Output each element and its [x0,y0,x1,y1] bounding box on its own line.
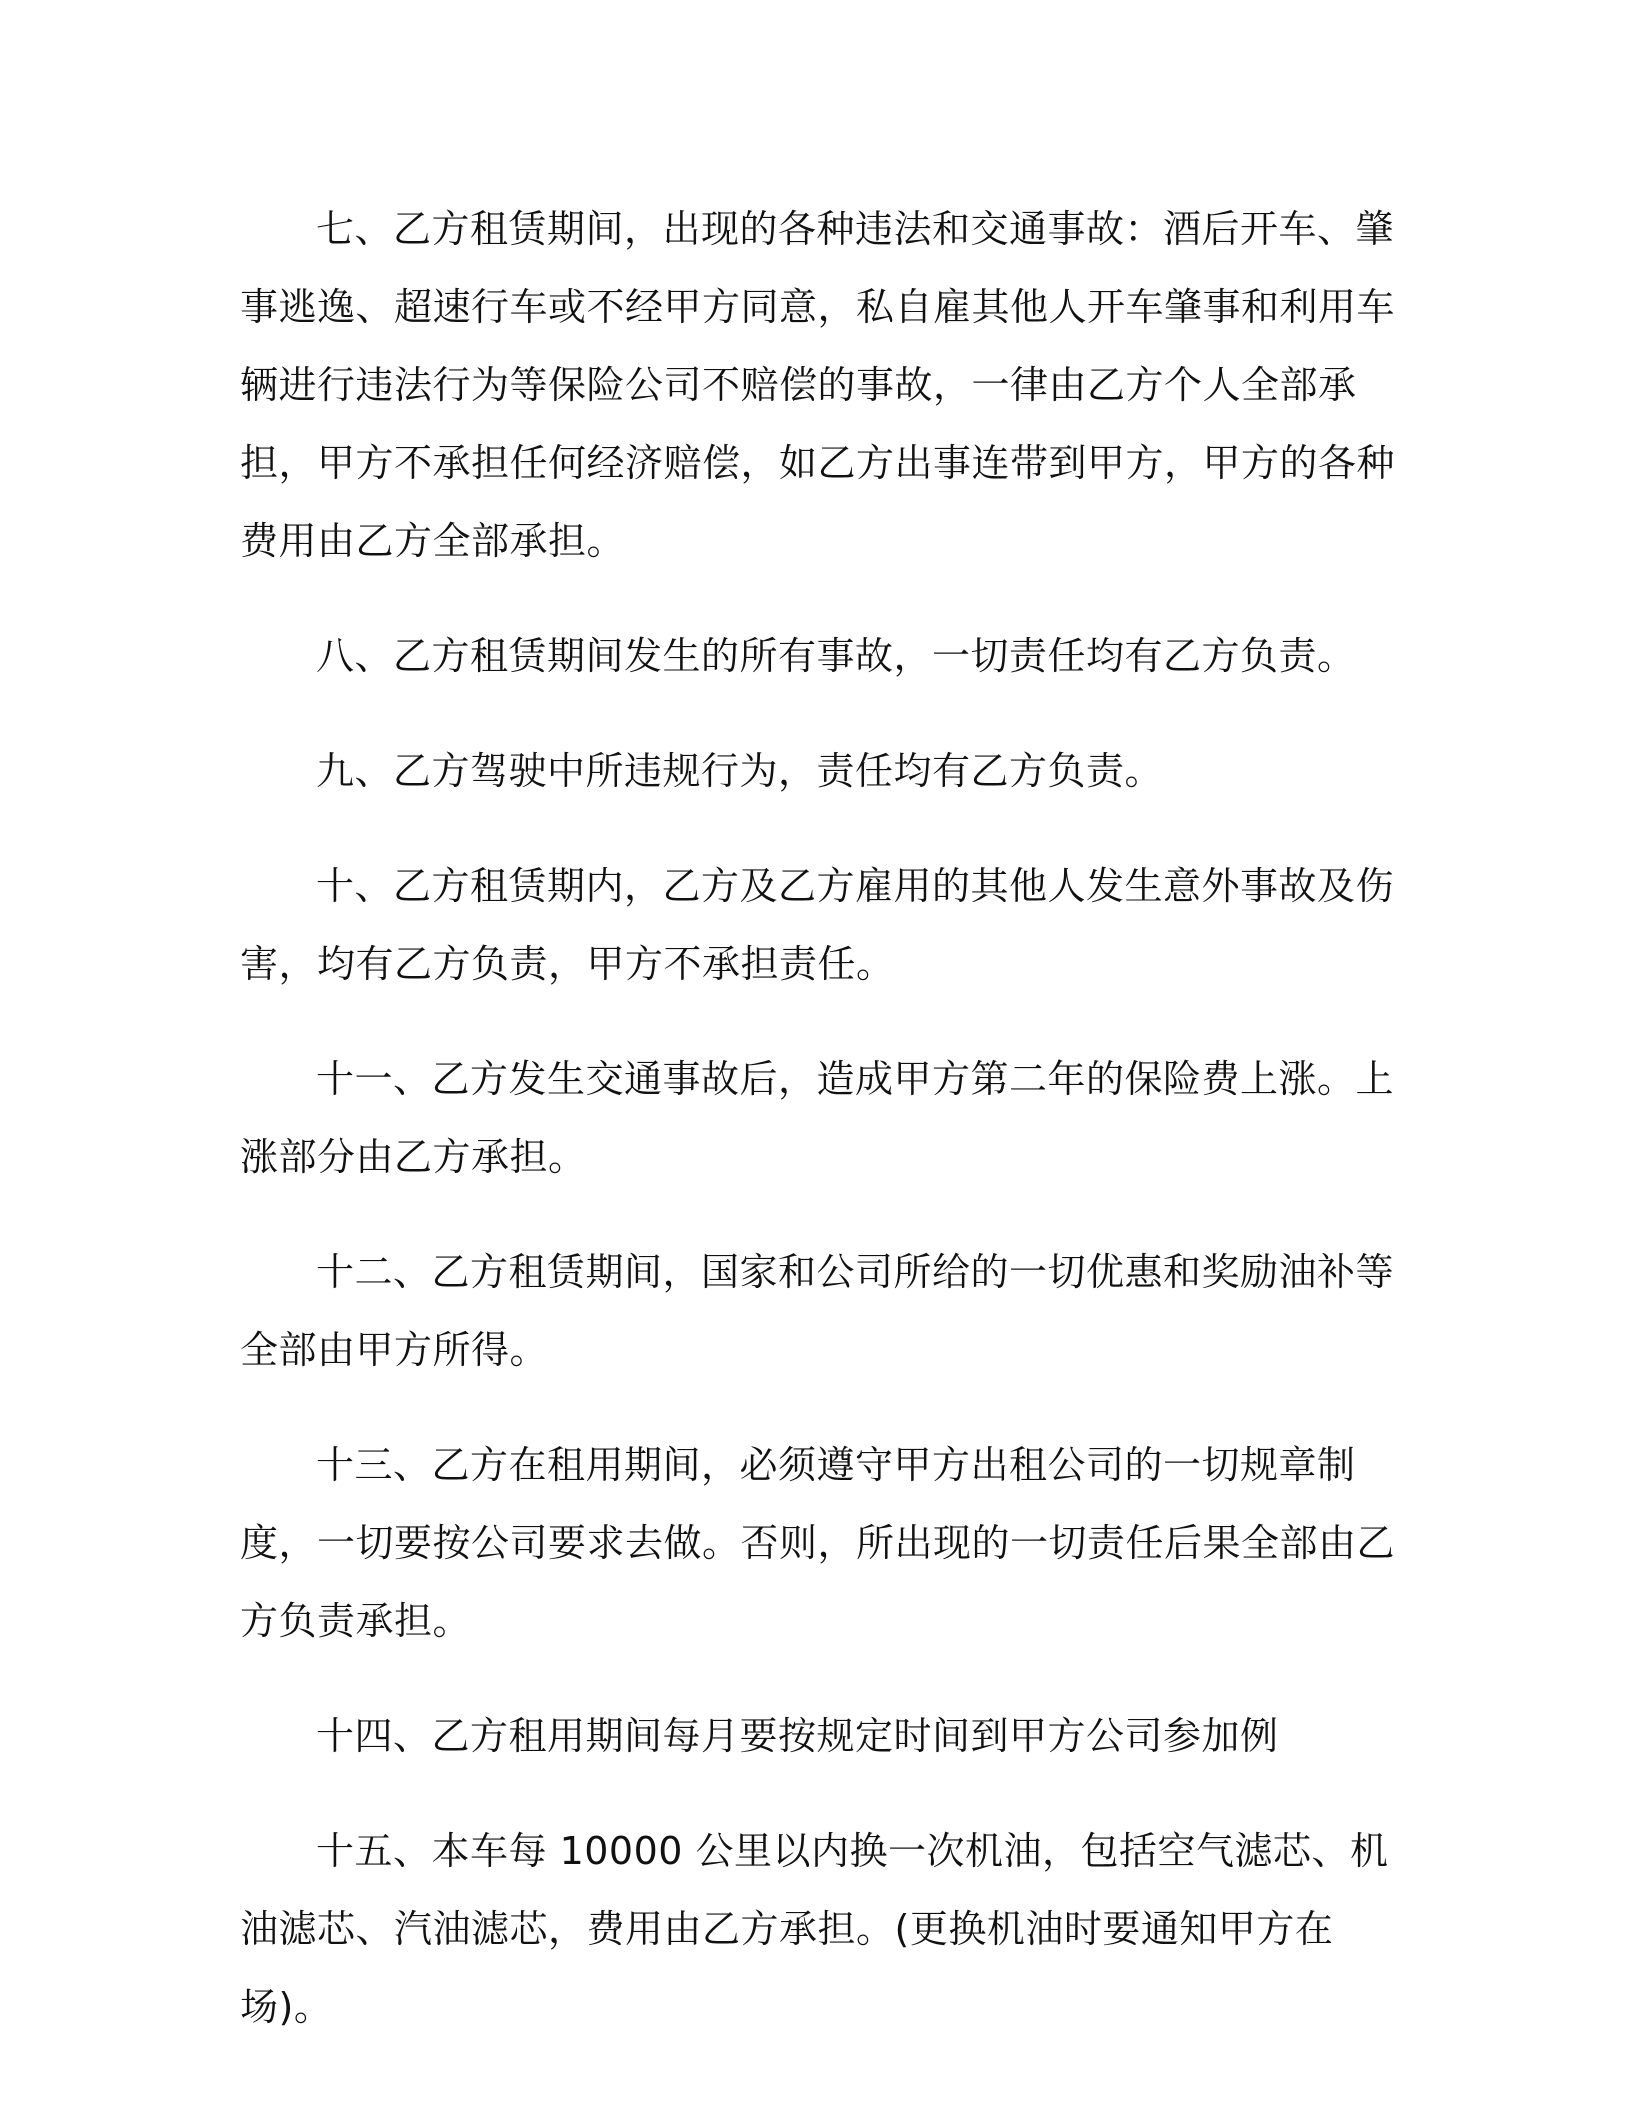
clause-9: 九、乙方驾驶中所违规行为，责任均有乙方负责。 [316,749,1164,793]
clause-14: 十四、乙方租用期间每月要按规定时间到甲方公司参加例 [316,1714,1279,1758]
clause-11: 十一、乙方发生交通事故后，造成甲方第二年的保险费上涨。上涨部分由乙方承担。 [240,1057,1395,1179]
document-page [240,190,1410,2083]
clause-8: 八、乙方租赁期间发生的所有事故，一切责任均有乙方负责。 [316,634,1356,678]
clause-10: 十、乙方租赁期内，乙方及乙方雇用的其他人发生意外事故及伤害，均有乙方负责，甲方不承担责任。 [240,864,1395,986]
clause-12: 十二、乙方租赁期间，国家和公司所给的一切优惠和奖励油补等全部由甲方所得。 [240,1250,1395,1372]
clause-15: 十五、本车每 10000 公里以内换一次机油，包括空气滤芯、机油滤芯、汽油滤芯，费用由乙方承担。(更换机油时要通知甲方在场)。 [240,1829,1389,2029]
clause-7: 七、乙方租赁期间，出现的各种违法和交通事故：酒后开车、肇事逃逸、超速行车或不经甲方同意，私自雇其他人开车肇事和利用车辆进行违法行为等保险公司不赔偿的事故，一律由乙方个人全部承担，甲方不承担任何经济赔偿，如乙方出事连带到甲方，甲方的各种费用由乙方全部承担。 [240,207,1396,563]
clause-13: 十三、乙方在租用期间，必须遵守甲方出租公司的一切规章制度，一切要按公司要求去做。否则，所出现的一切责任后果全部由乙方负责承担。 [240,1443,1396,1643]
